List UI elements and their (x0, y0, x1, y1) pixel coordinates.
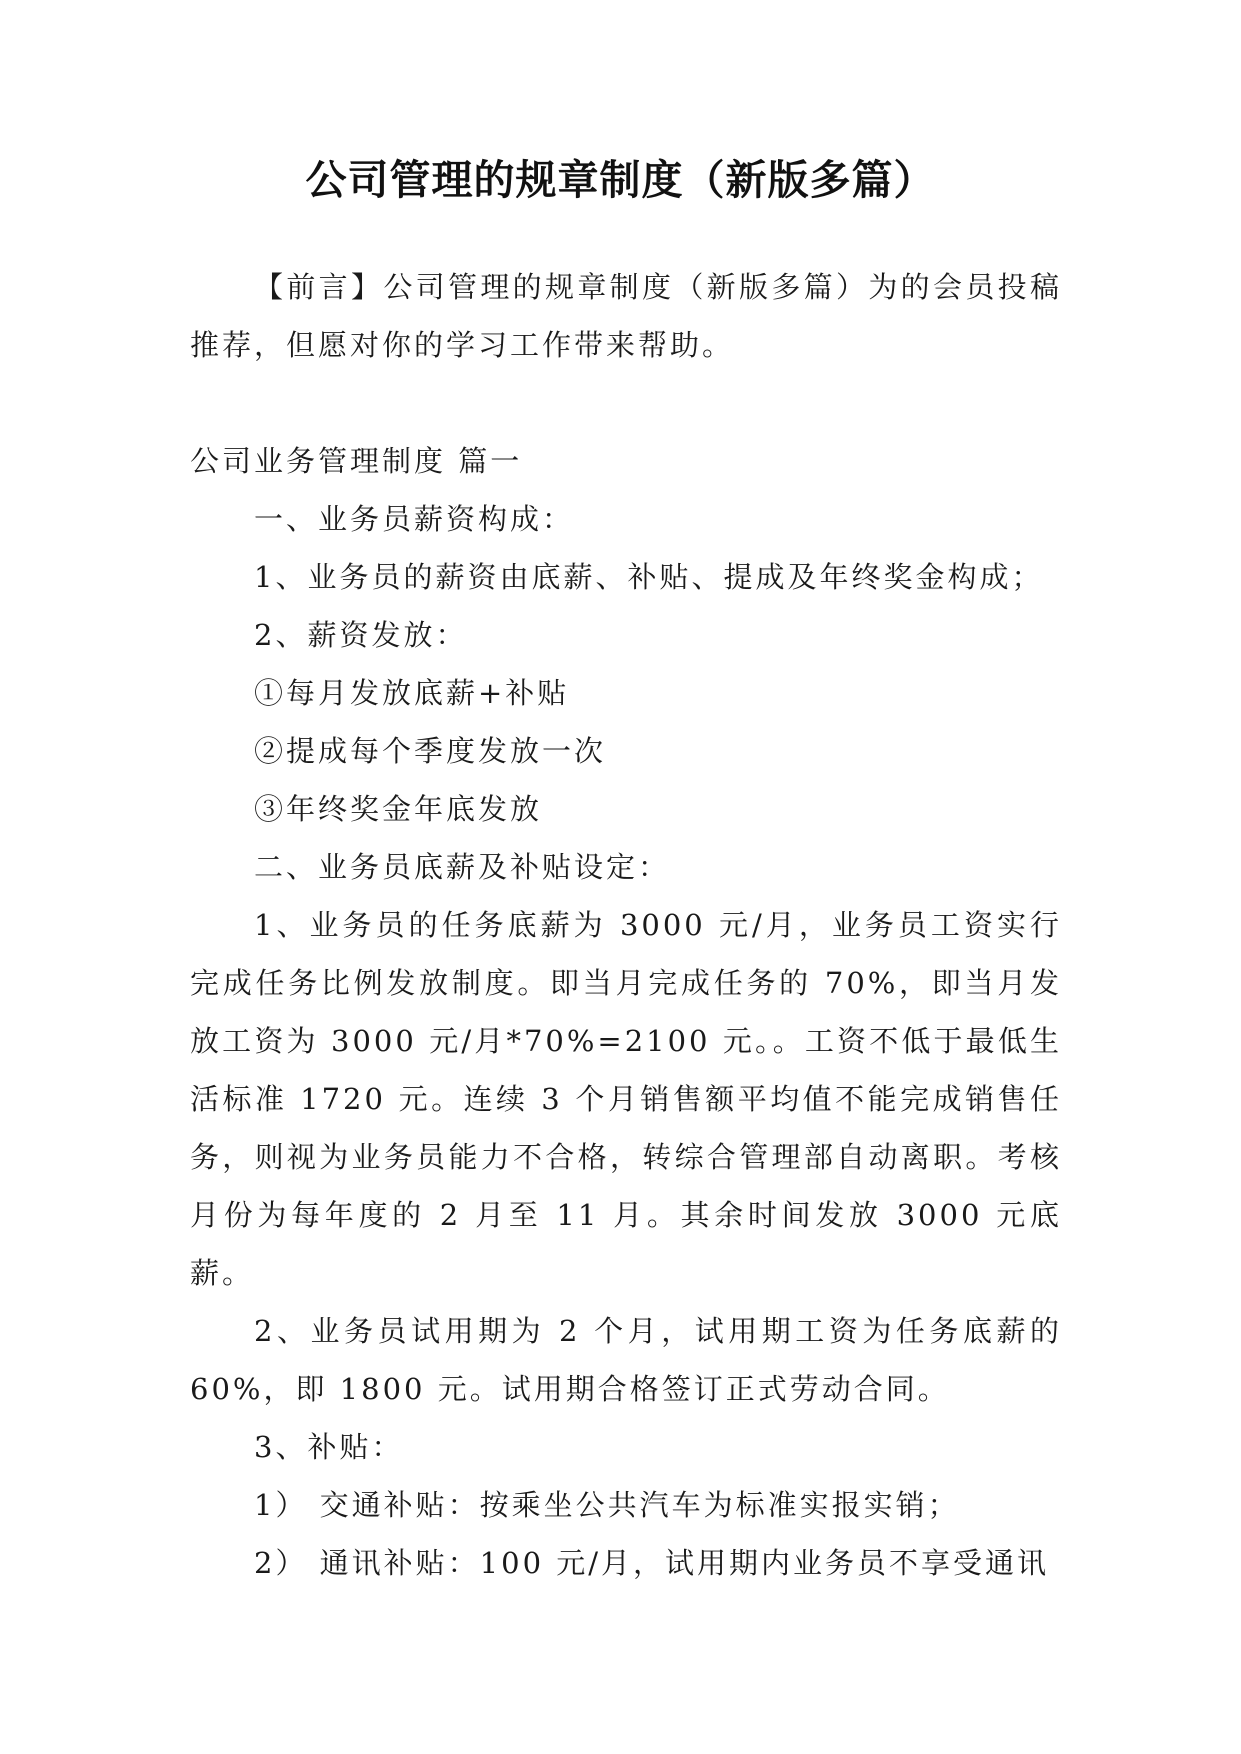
body-paragraph: 2、业务员试用期为 2 个月，试用期工资为任务底薪的 60%，即 1800 元。试用期合格签订正式劳动合同。 (190, 1314, 1062, 1406)
document-body (190, 258, 1062, 1592)
body-paragraph: 1） 交通补贴：按乘坐公共汽车为标准实报实销； (254, 1488, 960, 1522)
body-paragraph: 2） 通讯补贴：100 元/月，试用期内业务员不享受通讯 (254, 1546, 1050, 1580)
body-paragraph: 2、薪资发放： (254, 618, 468, 652)
body-paragraph: ①每月发放底薪+补贴 (254, 676, 570, 710)
body-paragraph: 一、业务员薪资构成： (254, 502, 575, 536)
body-paragraph: 3、补贴： (254, 1430, 404, 1464)
body-paragraph: 1、业务员的薪资由底薪、补贴、提成及年终奖金构成； (254, 560, 1044, 594)
body-paragraph: 1、业务员的任务底薪为 3000 元/月，业务员工资实行完成任务比例发放制度。即当月完成任务的 70%，即当月发放工资为 3000 元/月*70%=2100 元。。工资不低于最低生活标准 1720 元。连续 3 个月销售额平均值不能完成销售任务，则视为业务员能力不合格，转综合管理部自动离职。考核月份为每年度的 2 月至 11 月。其余时间发放 3000 元底薪。 (190, 908, 1062, 1290)
body-paragraph: ③年终奖金年底发放 (254, 792, 543, 826)
body-paragraph: ②提成每个季度发放一次 (254, 734, 607, 768)
preface-paragraph: 【前言】公司管理的规章制度（新版多篇）为的会员投稿推荐，但愿对你的学习工作带来帮助。 (190, 270, 1062, 362)
spacer (190, 374, 1062, 432)
body-paragraph: 二、业务员底薪及补贴设定： (254, 850, 671, 884)
section-heading: 公司业务管理制度 篇一 (190, 444, 523, 478)
document-title: 公司管理的规章制度（新版多篇） (305, 156, 936, 204)
